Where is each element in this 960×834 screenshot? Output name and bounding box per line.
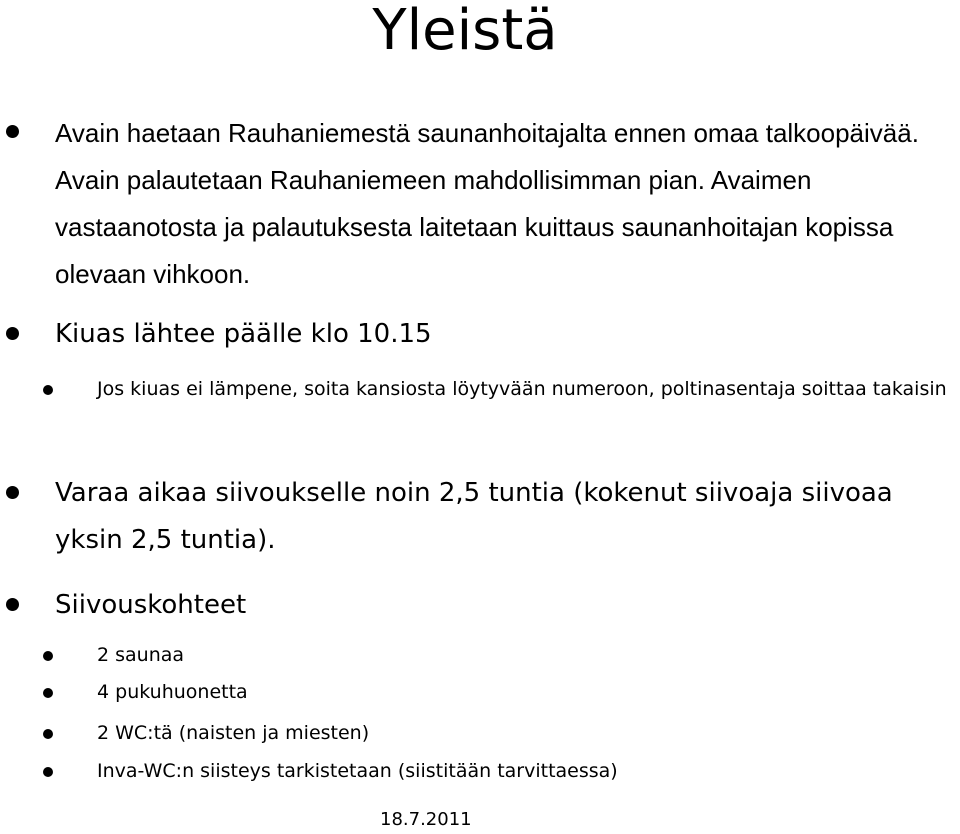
sub-bullet-stove-not-heating: Jos kiuas ei lämpene, soita kansiosta löytyvään numeroon, poltinasentaja soittaa takaisin	[97, 378, 947, 400]
sub-bullet-inva-wc: Inva-WC:n siisteys tarkistetaan (siistitään tarvittaessa)	[97, 760, 618, 782]
bullet-cleaning-time: Varaa aikaa siivoukselle noin 2,5 tuntia (kokenut siivoaja siivoaa yksin 2,5 tuntia).	[55, 478, 893, 555]
bullet-dot	[6, 125, 19, 138]
bullet-dot	[6, 598, 19, 611]
sub-bullet-dot	[43, 688, 53, 698]
sub-bullet-dot	[43, 767, 53, 777]
slide-title: Yleistä	[372, 0, 558, 63]
bullet-dot	[6, 327, 19, 340]
sub-bullet-wc: 2 WC:tä (naisten ja miesten)	[97, 722, 370, 744]
footer-date: 18.7.2011	[380, 809, 472, 830]
sub-bullet-dot	[43, 385, 53, 395]
bullet-stove-time: Kiuas lähtee päälle klo 10.15	[55, 319, 432, 349]
sub-bullet-dot	[43, 651, 53, 661]
bullet-cleaning-targets: Siivouskohteet	[55, 590, 247, 620]
sub-bullet-saunas: 2 saunaa	[97, 644, 185, 666]
bullet-key-pickup: Avain haetaan Rauhaniemestä saunanhoitajalta ennen omaa talkoopäivää. Avain palautetaan Rauhaniemeen mahdollisimman pian. Avaimen vastaanotosta ja palautuksesta laitetaan kuittaus saunanhoitajan kopissa olevaan vihkoon.	[55, 118, 919, 289]
sub-bullet-dot	[43, 729, 53, 739]
sub-bullet-dressing-rooms: 4 pukuhuonetta	[97, 681, 248, 703]
bullet-dot	[6, 486, 19, 499]
